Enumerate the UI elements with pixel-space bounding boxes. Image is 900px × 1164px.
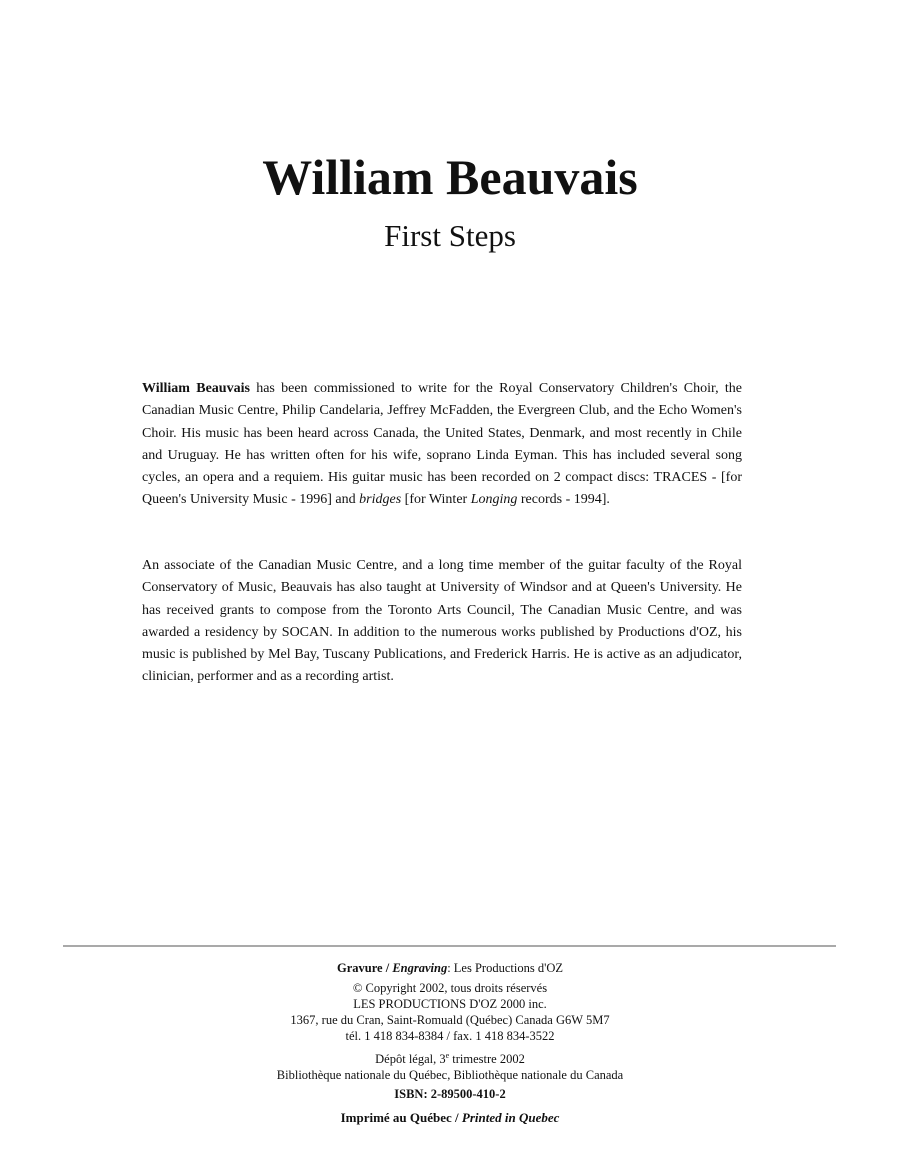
address-line: 1367, rue du Cran, Saint-Romuald (Québec) Canada G6W 5M7 [290,1013,610,1027]
depot-line: Dépôt légal, 3e trimestre 2002 [375,1051,525,1067]
legal-deposit-block [0,1048,900,1083]
imprime-label: Imprimé au Québec [340,1110,452,1125]
bio-text-2: [for Winter [401,492,471,508]
publisher-block [0,980,900,1044]
copyright-line: © Copyright 2002, tous droits réservés [352,981,548,995]
gravure-sep: / [382,961,393,975]
work-title: First Steps [384,218,516,253]
engraving-label: Engraving [392,961,448,975]
bio-name: William Beauvais [142,381,250,396]
bio-longing: Longing [470,492,518,508]
engraving-credit [0,960,900,976]
gravure-label: Gravure [336,961,383,975]
printed-label: Printed in Quebec [461,1110,560,1125]
composer-name: William Beauvais [262,149,638,205]
isbn-line: ISBN: 2-89500-410-2 [394,1087,506,1101]
phone-line: tél. 1 418 834-8384 / fax. 1 418 834-3522 [345,1029,555,1043]
engraving-publisher: : Les Productions d'OZ [447,961,563,975]
bio-paragraph-2: An associate of the Canadian Music Centre, and a long time member of the guitar faculty of the Royal Conservatory of Music, Beauvais has also taught at University of Windsor and at Queen's University. He has received grants to compose from the Toronto Arts Council, The Canadian Music Centre, and was awarded a residency by SOCAN. In addition to the numerous works published by Productions d'OZ, his music is published by Mel Bay, Tuscany Publications, and Frederick Harris. He is active as an adjudicator, clinician, performer and as a recording artist. [142,558,742,685]
bio-text-1: has been commissioned to write for the Royal Conservatory Children's Choir, the Canadian Music Centre, Philip Candelaria, Jeffrey McFadden, the Evergreen Club, and the Echo Women's Choir. His music has been heard across Canada, the United States, Denmark, and most recently in Chile and Uruguay. He has written often for his wife, soprano Linda Eyman. This has included several song cycles, an opera and a requiem. His guitar music has been recorded on 2 compact discs: TRACES - [for Queen's University Music - 1996] and [142,381,742,508]
company-line: LES PRODUCTIONS D'OZ 2000 inc. [353,997,547,1011]
printed-line: Imprimé au Québec / Printed in Quebec [340,1110,560,1125]
bio-bridges: bridges [359,492,402,508]
footer-divider [63,945,836,947]
bio-text-3: records - 1994]. [517,492,610,508]
bio-paragraph-1 [142,378,742,512]
biblio-line: Bibliothèque nationale du Québec, Bibliothèque nationale du Canada [276,1068,624,1083]
